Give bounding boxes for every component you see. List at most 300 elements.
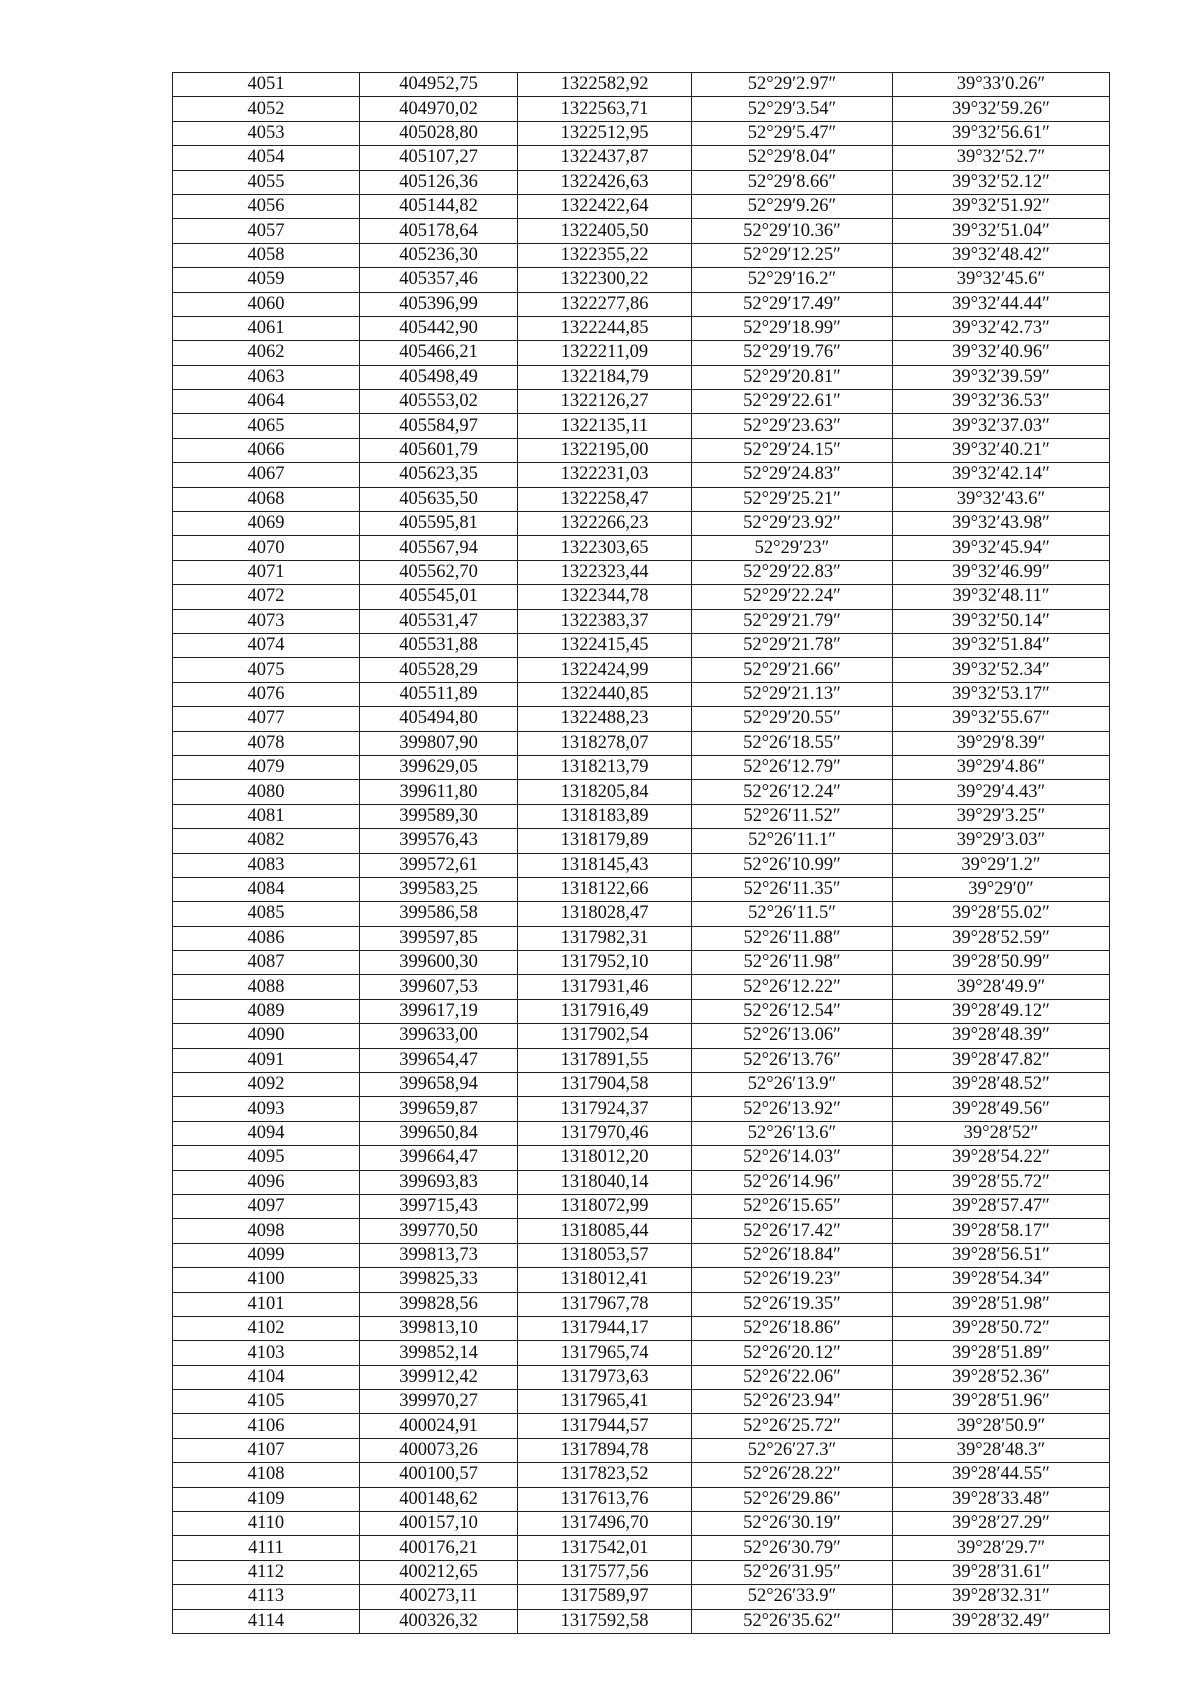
x-coordinate-cell: 405178,64 bbox=[360, 219, 518, 243]
y-coordinate-cell: 1322405,50 bbox=[518, 219, 692, 243]
y-coordinate-cell: 1317982,31 bbox=[518, 926, 692, 950]
latitude-cell: 52°26′33.9″ bbox=[692, 1585, 893, 1609]
table-row bbox=[173, 658, 1110, 682]
table-row bbox=[173, 1585, 1110, 1609]
point-number-cell: 4113 bbox=[173, 1585, 360, 1609]
table-row bbox=[173, 365, 1110, 389]
x-coordinate-cell: 405466,21 bbox=[360, 341, 518, 365]
x-coordinate-cell: 399600,30 bbox=[360, 951, 518, 975]
latitude-cell: 52°26′30.19″ bbox=[692, 1512, 893, 1536]
longitude-cell: 39°28′50.99″ bbox=[893, 951, 1110, 975]
longitude-cell: 39°28′44.55″ bbox=[893, 1463, 1110, 1487]
x-coordinate-cell: 404970,02 bbox=[360, 97, 518, 121]
point-number-cell: 4094 bbox=[173, 1121, 360, 1145]
table-row bbox=[173, 146, 1110, 170]
point-number-cell: 4107 bbox=[173, 1438, 360, 1462]
latitude-cell: 52°29′17.49″ bbox=[692, 292, 893, 316]
y-coordinate-cell: 1317904,58 bbox=[518, 1073, 692, 1097]
y-coordinate-cell: 1317496,70 bbox=[518, 1512, 692, 1536]
table-row bbox=[173, 1146, 1110, 1170]
table-row bbox=[173, 1609, 1110, 1633]
table-row bbox=[173, 707, 1110, 731]
latitude-cell: 52°26′18.86″ bbox=[692, 1316, 893, 1340]
latitude-cell: 52°29′25.21″ bbox=[692, 487, 893, 511]
x-coordinate-cell: 400100,57 bbox=[360, 1463, 518, 1487]
table-row bbox=[173, 1390, 1110, 1414]
table-row bbox=[173, 194, 1110, 218]
point-number-cell: 4105 bbox=[173, 1390, 360, 1414]
latitude-cell: 52°26′11.5″ bbox=[692, 902, 893, 926]
x-coordinate-cell: 399576,43 bbox=[360, 829, 518, 853]
x-coordinate-cell: 400148,62 bbox=[360, 1487, 518, 1511]
x-coordinate-cell: 399572,61 bbox=[360, 853, 518, 877]
longitude-cell: 39°29′8.39″ bbox=[893, 731, 1110, 755]
y-coordinate-cell: 1322383,37 bbox=[518, 609, 692, 633]
latitude-cell: 52°26′13.6″ bbox=[692, 1121, 893, 1145]
longitude-cell: 39°28′50.9″ bbox=[893, 1414, 1110, 1438]
x-coordinate-cell: 399813,10 bbox=[360, 1316, 518, 1340]
point-number-cell: 4102 bbox=[173, 1316, 360, 1340]
y-coordinate-cell: 1317542,01 bbox=[518, 1536, 692, 1560]
point-number-cell: 4097 bbox=[173, 1194, 360, 1218]
longitude-cell: 39°32′52.7″ bbox=[893, 146, 1110, 170]
y-coordinate-cell: 1322135,11 bbox=[518, 414, 692, 438]
y-coordinate-cell: 1317967,78 bbox=[518, 1292, 692, 1316]
x-coordinate-cell: 405635,50 bbox=[360, 487, 518, 511]
longitude-cell: 39°32′48.11″ bbox=[893, 585, 1110, 609]
latitude-cell: 52°26′19.35″ bbox=[692, 1292, 893, 1316]
y-coordinate-cell: 1318028,47 bbox=[518, 902, 692, 926]
y-coordinate-cell: 1322426,63 bbox=[518, 170, 692, 194]
x-coordinate-cell: 405494,80 bbox=[360, 707, 518, 731]
latitude-cell: 52°29′23.92″ bbox=[692, 512, 893, 536]
longitude-cell: 39°32′52.34″ bbox=[893, 658, 1110, 682]
table-row bbox=[173, 975, 1110, 999]
y-coordinate-cell: 1322488,23 bbox=[518, 707, 692, 731]
x-coordinate-cell: 405545,01 bbox=[360, 585, 518, 609]
point-number-cell: 4075 bbox=[173, 658, 360, 682]
point-number-cell: 4051 bbox=[173, 73, 360, 97]
x-coordinate-cell: 405126,36 bbox=[360, 170, 518, 194]
x-coordinate-cell: 400273,11 bbox=[360, 1585, 518, 1609]
latitude-cell: 52°26′12.24″ bbox=[692, 780, 893, 804]
latitude-cell: 52°29′20.55″ bbox=[692, 707, 893, 731]
longitude-cell: 39°28′54.22″ bbox=[893, 1146, 1110, 1170]
point-number-cell: 4056 bbox=[173, 194, 360, 218]
point-number-cell: 4114 bbox=[173, 1609, 360, 1633]
latitude-cell: 52°26′18.55″ bbox=[692, 731, 893, 755]
x-coordinate-cell: 405584,97 bbox=[360, 414, 518, 438]
point-number-cell: 4065 bbox=[173, 414, 360, 438]
longitude-cell: 39°28′51.98″ bbox=[893, 1292, 1110, 1316]
y-coordinate-cell: 1322355,22 bbox=[518, 243, 692, 267]
longitude-cell: 39°29′0″ bbox=[893, 877, 1110, 901]
longitude-cell: 39°29′3.03″ bbox=[893, 829, 1110, 853]
point-number-cell: 4103 bbox=[173, 1341, 360, 1365]
y-coordinate-cell: 1317592,58 bbox=[518, 1609, 692, 1633]
table-row bbox=[173, 755, 1110, 779]
point-number-cell: 4079 bbox=[173, 755, 360, 779]
x-coordinate-cell: 400024,91 bbox=[360, 1414, 518, 1438]
latitude-cell: 52°29′22.83″ bbox=[692, 560, 893, 584]
latitude-cell: 52°29′22.24″ bbox=[692, 585, 893, 609]
table-row bbox=[173, 536, 1110, 560]
point-number-cell: 4090 bbox=[173, 1024, 360, 1048]
y-coordinate-cell: 1317924,37 bbox=[518, 1097, 692, 1121]
latitude-cell: 52°26′27.3″ bbox=[692, 1438, 893, 1462]
longitude-cell: 39°28′56.51″ bbox=[893, 1243, 1110, 1267]
x-coordinate-cell: 405442,90 bbox=[360, 316, 518, 340]
x-coordinate-cell: 399770,50 bbox=[360, 1219, 518, 1243]
y-coordinate-cell: 1322258,47 bbox=[518, 487, 692, 511]
table-row bbox=[173, 1170, 1110, 1194]
y-coordinate-cell: 1317894,78 bbox=[518, 1438, 692, 1462]
point-number-cell: 4070 bbox=[173, 536, 360, 560]
y-coordinate-cell: 1322303,65 bbox=[518, 536, 692, 560]
latitude-cell: 52°29′18.99″ bbox=[692, 316, 893, 340]
longitude-cell: 39°32′51.84″ bbox=[893, 633, 1110, 657]
point-number-cell: 4057 bbox=[173, 219, 360, 243]
x-coordinate-cell: 405623,35 bbox=[360, 463, 518, 487]
latitude-cell: 52°29′19.76″ bbox=[692, 341, 893, 365]
latitude-cell: 52°29′8.04″ bbox=[692, 146, 893, 170]
point-number-cell: 4087 bbox=[173, 951, 360, 975]
x-coordinate-cell: 405144,82 bbox=[360, 194, 518, 218]
table-row bbox=[173, 1194, 1110, 1218]
x-coordinate-cell: 405107,27 bbox=[360, 146, 518, 170]
longitude-cell: 39°32′55.67″ bbox=[893, 707, 1110, 731]
table-row bbox=[173, 243, 1110, 267]
y-coordinate-cell: 1322195,00 bbox=[518, 438, 692, 462]
x-coordinate-cell: 405553,02 bbox=[360, 390, 518, 414]
longitude-cell: 39°28′58.17″ bbox=[893, 1219, 1110, 1243]
table-row bbox=[173, 1219, 1110, 1243]
y-coordinate-cell: 1317577,56 bbox=[518, 1560, 692, 1584]
y-coordinate-cell: 1322344,78 bbox=[518, 585, 692, 609]
table-row bbox=[173, 487, 1110, 511]
point-number-cell: 4074 bbox=[173, 633, 360, 657]
longitude-cell: 39°32′40.21″ bbox=[893, 438, 1110, 462]
x-coordinate-cell: 399589,30 bbox=[360, 804, 518, 828]
table-row bbox=[173, 170, 1110, 194]
table-row bbox=[173, 438, 1110, 462]
latitude-cell: 52°26′14.96″ bbox=[692, 1170, 893, 1194]
y-coordinate-cell: 1322440,85 bbox=[518, 682, 692, 706]
x-coordinate-cell: 400326,32 bbox=[360, 1609, 518, 1633]
x-coordinate-cell: 399828,56 bbox=[360, 1292, 518, 1316]
latitude-cell: 52°26′13.76″ bbox=[692, 1048, 893, 1072]
table-row bbox=[173, 1097, 1110, 1121]
table-row bbox=[173, 1243, 1110, 1267]
longitude-cell: 39°28′29.7″ bbox=[893, 1536, 1110, 1560]
x-coordinate-cell: 399611,80 bbox=[360, 780, 518, 804]
x-coordinate-cell: 405028,80 bbox=[360, 121, 518, 145]
y-coordinate-cell: 1318012,20 bbox=[518, 1146, 692, 1170]
point-number-cell: 4080 bbox=[173, 780, 360, 804]
x-coordinate-cell: 405511,89 bbox=[360, 682, 518, 706]
y-coordinate-cell: 1322266,23 bbox=[518, 512, 692, 536]
table-row bbox=[173, 1121, 1110, 1145]
longitude-cell: 39°28′27.29″ bbox=[893, 1512, 1110, 1536]
x-coordinate-cell: 399825,33 bbox=[360, 1268, 518, 1292]
x-coordinate-cell: 405236,30 bbox=[360, 243, 518, 267]
x-coordinate-cell: 399659,87 bbox=[360, 1097, 518, 1121]
point-number-cell: 4099 bbox=[173, 1243, 360, 1267]
point-number-cell: 4092 bbox=[173, 1073, 360, 1097]
longitude-cell: 39°29′1.2″ bbox=[893, 853, 1110, 877]
point-number-cell: 4053 bbox=[173, 121, 360, 145]
table-row bbox=[173, 1438, 1110, 1462]
y-coordinate-cell: 1322244,85 bbox=[518, 316, 692, 340]
table-row bbox=[173, 585, 1110, 609]
latitude-cell: 52°26′19.23″ bbox=[692, 1268, 893, 1292]
point-number-cell: 4109 bbox=[173, 1487, 360, 1511]
longitude-cell: 39°28′51.96″ bbox=[893, 1390, 1110, 1414]
longitude-cell: 39°28′32.49″ bbox=[893, 1609, 1110, 1633]
point-number-cell: 4052 bbox=[173, 97, 360, 121]
y-coordinate-cell: 1317931,46 bbox=[518, 975, 692, 999]
point-number-cell: 4096 bbox=[173, 1170, 360, 1194]
longitude-cell: 39°32′46.99″ bbox=[893, 560, 1110, 584]
longitude-cell: 39°28′52.36″ bbox=[893, 1365, 1110, 1389]
longitude-cell: 39°28′48.39″ bbox=[893, 1024, 1110, 1048]
latitude-cell: 52°29′21.13″ bbox=[692, 682, 893, 706]
latitude-cell: 52°26′11.52″ bbox=[692, 804, 893, 828]
longitude-cell: 39°33′0.26″ bbox=[893, 73, 1110, 97]
x-coordinate-cell: 399664,47 bbox=[360, 1146, 518, 1170]
latitude-cell: 52°26′25.72″ bbox=[692, 1414, 893, 1438]
longitude-cell: 39°32′39.59″ bbox=[893, 365, 1110, 389]
longitude-cell: 39°32′51.92″ bbox=[893, 194, 1110, 218]
x-coordinate-cell: 400157,10 bbox=[360, 1512, 518, 1536]
latitude-cell: 52°26′11.35″ bbox=[692, 877, 893, 901]
longitude-cell: 39°28′33.48″ bbox=[893, 1487, 1110, 1511]
x-coordinate-cell: 399970,27 bbox=[360, 1390, 518, 1414]
latitude-cell: 52°29′8.66″ bbox=[692, 170, 893, 194]
point-number-cell: 4060 bbox=[173, 292, 360, 316]
longitude-cell: 39°28′52.59″ bbox=[893, 926, 1110, 950]
x-coordinate-cell: 405595,81 bbox=[360, 512, 518, 536]
latitude-cell: 52°26′14.03″ bbox=[692, 1146, 893, 1170]
x-coordinate-cell: 399617,19 bbox=[360, 999, 518, 1023]
x-coordinate-cell: 399586,58 bbox=[360, 902, 518, 926]
x-coordinate-cell: 405567,94 bbox=[360, 536, 518, 560]
latitude-cell: 52°29′5.47″ bbox=[692, 121, 893, 145]
latitude-cell: 52°26′23.94″ bbox=[692, 1390, 893, 1414]
point-number-cell: 4100 bbox=[173, 1268, 360, 1292]
longitude-cell: 39°28′54.34″ bbox=[893, 1268, 1110, 1292]
point-number-cell: 4084 bbox=[173, 877, 360, 901]
point-number-cell: 4104 bbox=[173, 1365, 360, 1389]
y-coordinate-cell: 1318085,44 bbox=[518, 1219, 692, 1243]
table-row bbox=[173, 951, 1110, 975]
table-row bbox=[173, 390, 1110, 414]
point-number-cell: 4076 bbox=[173, 682, 360, 706]
y-coordinate-cell: 1317944,57 bbox=[518, 1414, 692, 1438]
x-coordinate-cell: 405531,47 bbox=[360, 609, 518, 633]
point-number-cell: 4111 bbox=[173, 1536, 360, 1560]
longitude-cell: 39°32′48.42″ bbox=[893, 243, 1110, 267]
y-coordinate-cell: 1322424,99 bbox=[518, 658, 692, 682]
x-coordinate-cell: 399912,42 bbox=[360, 1365, 518, 1389]
longitude-cell: 39°32′42.73″ bbox=[893, 316, 1110, 340]
y-coordinate-cell: 1318053,57 bbox=[518, 1243, 692, 1267]
point-number-cell: 4063 bbox=[173, 365, 360, 389]
y-coordinate-cell: 1318278,07 bbox=[518, 731, 692, 755]
y-coordinate-cell: 1322415,45 bbox=[518, 633, 692, 657]
y-coordinate-cell: 1322323,44 bbox=[518, 560, 692, 584]
longitude-cell: 39°32′40.96″ bbox=[893, 341, 1110, 365]
table-row bbox=[173, 1073, 1110, 1097]
y-coordinate-cell: 1322300,22 bbox=[518, 268, 692, 292]
y-coordinate-cell: 1318122,66 bbox=[518, 877, 692, 901]
latitude-cell: 52°29′12.25″ bbox=[692, 243, 893, 267]
latitude-cell: 52°29′21.79″ bbox=[692, 609, 893, 633]
y-coordinate-cell: 1317944,17 bbox=[518, 1316, 692, 1340]
table-row bbox=[173, 902, 1110, 926]
point-number-cell: 4055 bbox=[173, 170, 360, 194]
point-number-cell: 4054 bbox=[173, 146, 360, 170]
point-number-cell: 4062 bbox=[173, 341, 360, 365]
latitude-cell: 52°26′11.1″ bbox=[692, 829, 893, 853]
longitude-cell: 39°28′31.61″ bbox=[893, 1560, 1110, 1584]
latitude-cell: 52°26′28.22″ bbox=[692, 1463, 893, 1487]
table-row bbox=[173, 1560, 1110, 1584]
x-coordinate-cell: 405562,70 bbox=[360, 560, 518, 584]
table-row bbox=[173, 999, 1110, 1023]
point-number-cell: 4091 bbox=[173, 1048, 360, 1072]
point-number-cell: 4082 bbox=[173, 829, 360, 853]
longitude-cell: 39°28′57.47″ bbox=[893, 1194, 1110, 1218]
y-coordinate-cell: 1318179,89 bbox=[518, 829, 692, 853]
point-number-cell: 4083 bbox=[173, 853, 360, 877]
table-row bbox=[173, 560, 1110, 584]
table-row bbox=[173, 1316, 1110, 1340]
coordinates-table bbox=[172, 72, 1110, 1634]
x-coordinate-cell: 404952,75 bbox=[360, 73, 518, 97]
table-row bbox=[173, 1365, 1110, 1389]
x-coordinate-cell: 399852,14 bbox=[360, 1341, 518, 1365]
longitude-cell: 39°32′45.94″ bbox=[893, 536, 1110, 560]
point-number-cell: 4101 bbox=[173, 1292, 360, 1316]
y-coordinate-cell: 1318183,89 bbox=[518, 804, 692, 828]
point-number-cell: 4059 bbox=[173, 268, 360, 292]
x-coordinate-cell: 400212,65 bbox=[360, 1560, 518, 1584]
longitude-cell: 39°29′4.86″ bbox=[893, 755, 1110, 779]
x-coordinate-cell: 399813,73 bbox=[360, 1243, 518, 1267]
latitude-cell: 52°26′13.06″ bbox=[692, 1024, 893, 1048]
table-row bbox=[173, 877, 1110, 901]
x-coordinate-cell: 400176,21 bbox=[360, 1536, 518, 1560]
table-row bbox=[173, 1024, 1110, 1048]
y-coordinate-cell: 1318205,84 bbox=[518, 780, 692, 804]
y-coordinate-cell: 1322512,95 bbox=[518, 121, 692, 145]
latitude-cell: 52°26′22.06″ bbox=[692, 1365, 893, 1389]
longitude-cell: 39°28′32.31″ bbox=[893, 1585, 1110, 1609]
longitude-cell: 39°32′53.17″ bbox=[893, 682, 1110, 706]
y-coordinate-cell: 1322437,87 bbox=[518, 146, 692, 170]
table-row bbox=[173, 1048, 1110, 1072]
longitude-cell: 39°32′56.61″ bbox=[893, 121, 1110, 145]
table-row bbox=[173, 1512, 1110, 1536]
table-row bbox=[173, 341, 1110, 365]
latitude-cell: 52°29′22.61″ bbox=[692, 390, 893, 414]
longitude-cell: 39°32′43.98″ bbox=[893, 512, 1110, 536]
table-row bbox=[173, 1341, 1110, 1365]
latitude-cell: 52°29′10.36″ bbox=[692, 219, 893, 243]
table-row bbox=[173, 463, 1110, 487]
y-coordinate-cell: 1317970,46 bbox=[518, 1121, 692, 1145]
latitude-cell: 52°29′3.54″ bbox=[692, 97, 893, 121]
longitude-cell: 39°28′49.12″ bbox=[893, 999, 1110, 1023]
point-number-cell: 4066 bbox=[173, 438, 360, 462]
table-row bbox=[173, 829, 1110, 853]
point-number-cell: 4089 bbox=[173, 999, 360, 1023]
latitude-cell: 52°26′15.65″ bbox=[692, 1194, 893, 1218]
longitude-cell: 39°32′50.14″ bbox=[893, 609, 1110, 633]
longitude-cell: 39°28′55.72″ bbox=[893, 1170, 1110, 1194]
longitude-cell: 39°28′50.72″ bbox=[893, 1316, 1110, 1340]
x-coordinate-cell: 399658,94 bbox=[360, 1073, 518, 1097]
latitude-cell: 52°26′20.12″ bbox=[692, 1341, 893, 1365]
x-coordinate-cell: 405528,29 bbox=[360, 658, 518, 682]
latitude-cell: 52°29′24.15″ bbox=[692, 438, 893, 462]
y-coordinate-cell: 1317952,10 bbox=[518, 951, 692, 975]
latitude-cell: 52°26′13.9″ bbox=[692, 1073, 893, 1097]
latitude-cell: 52°26′12.22″ bbox=[692, 975, 893, 999]
table-row bbox=[173, 633, 1110, 657]
point-number-cell: 4067 bbox=[173, 463, 360, 487]
latitude-cell: 52°26′30.79″ bbox=[692, 1536, 893, 1560]
table-row bbox=[173, 609, 1110, 633]
table-row bbox=[173, 414, 1110, 438]
longitude-cell: 39°29′3.25″ bbox=[893, 804, 1110, 828]
x-coordinate-cell: 399583,25 bbox=[360, 877, 518, 901]
point-number-cell: 4058 bbox=[173, 243, 360, 267]
table-row bbox=[173, 804, 1110, 828]
x-coordinate-cell: 405498,49 bbox=[360, 365, 518, 389]
y-coordinate-cell: 1318012,41 bbox=[518, 1268, 692, 1292]
y-coordinate-cell: 1317589,97 bbox=[518, 1585, 692, 1609]
y-coordinate-cell: 1322422,64 bbox=[518, 194, 692, 218]
latitude-cell: 52°29′23.63″ bbox=[692, 414, 893, 438]
longitude-cell: 39°28′48.52″ bbox=[893, 1073, 1110, 1097]
y-coordinate-cell: 1318213,79 bbox=[518, 755, 692, 779]
point-number-cell: 4112 bbox=[173, 1560, 360, 1584]
point-number-cell: 4110 bbox=[173, 1512, 360, 1536]
point-number-cell: 4088 bbox=[173, 975, 360, 999]
table-row bbox=[173, 292, 1110, 316]
latitude-cell: 52°29′24.83″ bbox=[692, 463, 893, 487]
latitude-cell: 52°26′13.92″ bbox=[692, 1097, 893, 1121]
point-number-cell: 4068 bbox=[173, 487, 360, 511]
x-coordinate-cell: 400073,26 bbox=[360, 1438, 518, 1462]
longitude-cell: 39°32′44.44″ bbox=[893, 292, 1110, 316]
x-coordinate-cell: 405357,46 bbox=[360, 268, 518, 292]
table-row bbox=[173, 73, 1110, 97]
y-coordinate-cell: 1322582,92 bbox=[518, 73, 692, 97]
table-row bbox=[173, 1268, 1110, 1292]
longitude-cell: 39°28′55.02″ bbox=[893, 902, 1110, 926]
longitude-cell: 39°28′48.3″ bbox=[893, 1438, 1110, 1462]
latitude-cell: 52°26′17.42″ bbox=[692, 1219, 893, 1243]
y-coordinate-cell: 1322184,79 bbox=[518, 365, 692, 389]
latitude-cell: 52°29′21.78″ bbox=[692, 633, 893, 657]
longitude-cell: 39°29′4.43″ bbox=[893, 780, 1110, 804]
x-coordinate-cell: 399597,85 bbox=[360, 926, 518, 950]
point-number-cell: 4073 bbox=[173, 609, 360, 633]
table-row bbox=[173, 1487, 1110, 1511]
